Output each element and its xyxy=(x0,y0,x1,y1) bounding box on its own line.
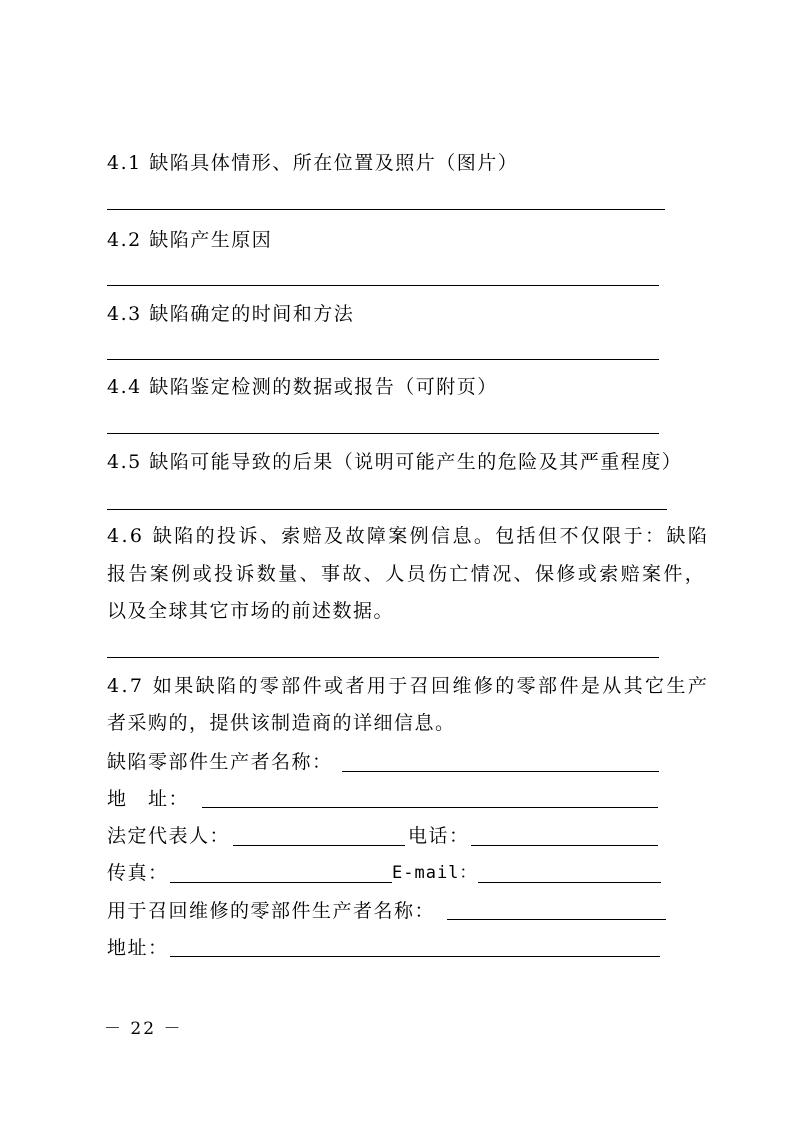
section-4-2-heading: 4.2 缺陷产生原因 xyxy=(107,229,273,251)
defect-maker-field[interactable] xyxy=(342,771,659,772)
email-field[interactable] xyxy=(478,882,661,883)
answer-line-4-1[interactable] xyxy=(107,209,665,210)
legal-rep-field[interactable] xyxy=(233,845,405,846)
fax-field[interactable] xyxy=(170,882,392,883)
answer-line-4-5[interactable] xyxy=(107,509,667,510)
address2-field[interactable] xyxy=(170,956,660,957)
legal-rep-label: 法定代表人： xyxy=(107,825,231,847)
section-4-7-line-2: 者采购的，提供该制造商的详细信息。 xyxy=(107,712,456,734)
address-label: 地 址： xyxy=(107,788,190,810)
section-4-6-line-1: 4.6 缺陷的投诉、索赔及故障案例信息。包括但不仅限于：缺陷 xyxy=(107,525,710,547)
answer-line-4-4[interactable] xyxy=(107,433,659,434)
email-label: E-mail： xyxy=(392,863,478,883)
page-number: － 22 － xyxy=(104,1019,183,1039)
section-4-6-line-2: 报告案例或投诉数量、事故、人员伤亡情况、保修或索赔案件， xyxy=(107,563,707,585)
address-field[interactable] xyxy=(202,807,658,808)
phone-label: 电话： xyxy=(408,825,470,847)
section-4-5-heading: 4.5 缺陷可能导致的后果（说明可能产生的危险及其严重程度） xyxy=(107,451,683,473)
defect-maker-label: 缺陷零部件生产者名称： xyxy=(107,751,333,773)
section-4-4-heading: 4.4 缺陷鉴定检测的数据或报告（可附页） xyxy=(107,376,498,398)
answer-line-4-6[interactable] xyxy=(107,657,659,658)
repair-maker-field[interactable] xyxy=(447,919,666,920)
section-4-7-line-1: 4.7 如果缺陷的零部件或者用于召回维修的零部件是从其它生产 xyxy=(107,675,710,697)
fax-label: 传真： xyxy=(107,862,169,884)
section-4-6-line-3: 以及全球其它市场的前述数据。 xyxy=(107,600,395,622)
answer-line-4-2[interactable] xyxy=(107,285,659,286)
section-4-1-heading: 4.1 缺陷具体情形、所在位置及照片（图片） xyxy=(107,152,519,174)
answer-line-4-3[interactable] xyxy=(107,359,659,360)
address2-label: 地址： xyxy=(107,937,169,959)
repair-maker-label: 用于召回维修的零部件生产者名称： xyxy=(107,900,436,922)
section-4-3-heading: 4.3 缺陷确定的时间和方法 xyxy=(107,303,355,325)
phone-field[interactable] xyxy=(471,845,658,846)
